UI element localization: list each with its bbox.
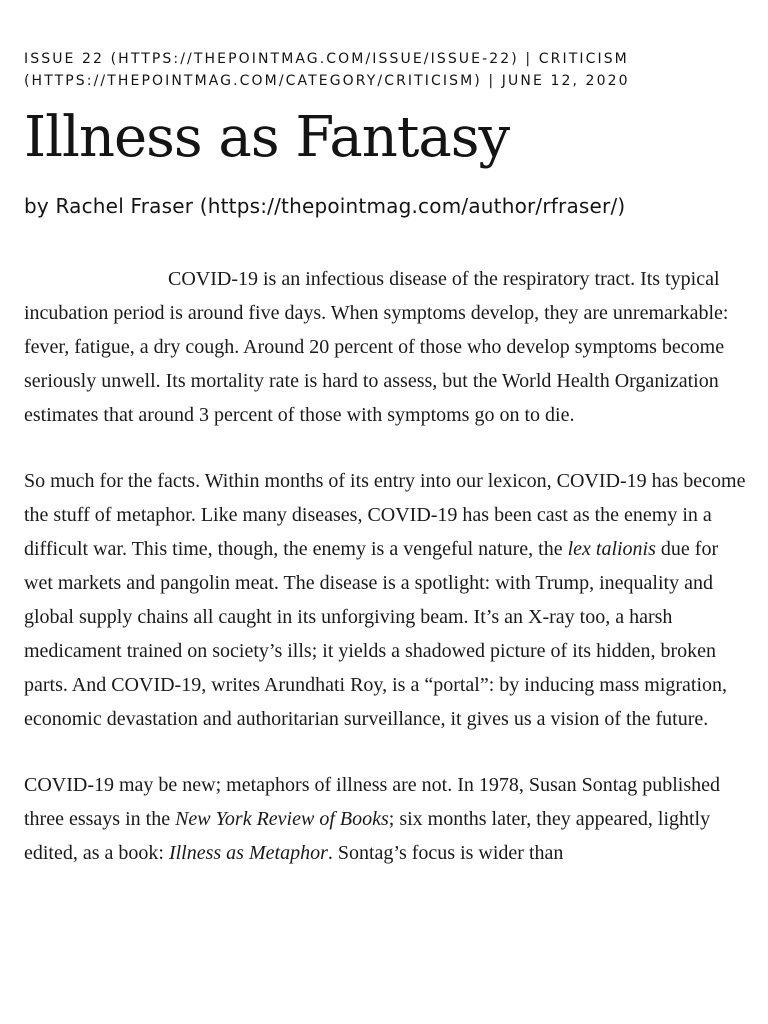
byline-prefix: by <box>24 194 49 218</box>
paragraph-3: COVID-19 may be new; metaphors of illness are not. In 1978, Susan Sontag published three essays in the New York Review of Books; six months later, they appeared, lightly edited, as a book: Illness as Metaphor. Sontag’s focus is wider than <box>24 774 721 864</box>
article-page <box>24 0 748 902</box>
issue-link[interactable]: ISSUE 22 (HTTPS://THEPOINTMAG.COM/ISSUE/ISSUE-22) <box>24 51 519 67</box>
emphasis-book-title: Illness as Metaphor <box>168 842 328 864</box>
meta-separator: | <box>525 51 533 67</box>
emphasis-lex-talionis: lex talionis <box>567 538 656 560</box>
paragraph-2: So much for the facts. Within months of its entry into our lexicon, COVID-19 has become the stuff of metaphor. Like many diseases, COVID-19 has been cast as the enemy in a difficult war. This time, though, the enemy is a vengeful nature, the lex talionis due for wet markets and pangolin meat. The disease is a spotlight: with Trump, inequality and global supply chains all caught in its unforgiving beam. It’s an X-ray too, a harsh medicament trained on society’s ills; it yields a shadowed picture of its hidden, broken parts. And COVID-19, writes Arundhati Roy, is a “portal”: by inducing mass migration, economic devastation and authoritarian surveillance, it gives us a vision of the future. <box>24 470 746 730</box>
meta-separator: | <box>488 73 496 89</box>
article-meta <box>24 48 748 92</box>
byline <box>24 192 748 220</box>
publish-date: JUNE 12, 2020 <box>501 73 630 89</box>
article-title: Illness as Fantasy <box>24 105 510 170</box>
emphasis-nyrb: New York Review of Books <box>175 808 389 830</box>
author-link[interactable]: Rachel Fraser (https://thepointmag.com/author/rfraser/) <box>55 194 626 218</box>
paragraph-1: COVID-19 is an infectious disease of the respiratory tract. Its typical incubation period is around five days. When symptoms develop, they are unremarkable: fever, fatigue, a dry cough. Around 20 percent of those who develop symptoms become seriously unwell. Its mortality rate is hard to assess, but the World Health Organization estimates that around 3 percent of those with symptoms go on to die. <box>24 268 729 426</box>
article-body <box>24 262 748 870</box>
category-link[interactable]: CRITICISM (HTTPS://THEPOINTMAG.COM/CATEGORY/CRITICISM) <box>24 51 629 89</box>
